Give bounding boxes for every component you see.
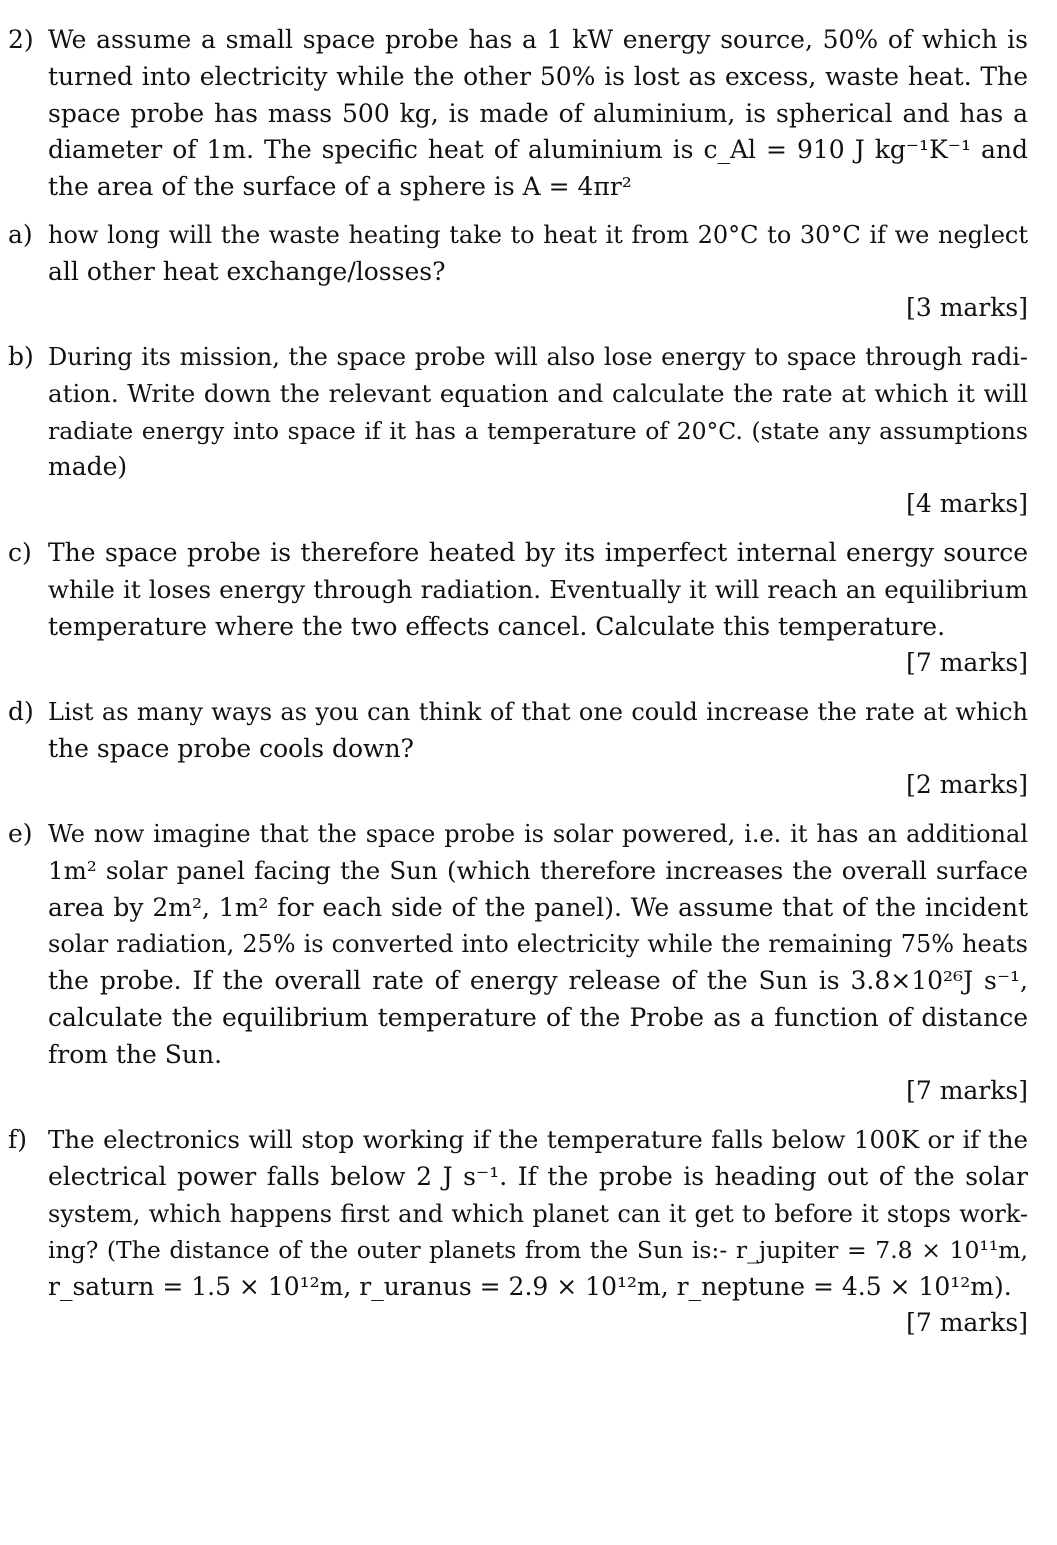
intro-line: diameter of 1m. The specific heat of aluminium is c_Al = 910 J kg⁻¹K⁻¹ and	[48, 135, 1028, 165]
part-label: a)	[8, 220, 33, 249]
intro-line: turned into electricity while the other 50% is lost as excess, waste heat. The	[48, 61, 1028, 91]
part-line: r_saturn = 1.5 × 10¹²m, r_uranus = 2.9 × 10¹²m, r_neptune = 4.5 × 10¹²m).	[48, 1272, 1012, 1302]
intro-line: the area of the surface of a sphere is A = 4πr²	[48, 172, 632, 202]
part-line: calculate the equilibrium temperature of the Probe as a function of distance	[48, 1002, 1028, 1032]
part-line: temperature where the two effects cancel. Calculate this temperature.	[48, 611, 946, 641]
part-line: 1m² solar panel facing the Sun (which therefore increases the overall surface	[48, 855, 1028, 885]
part-text	[48, 694, 1028, 768]
part-text	[48, 535, 1028, 645]
part-line: how long will the waste heating take to heat it from 20°C to 30°C if we neglect	[48, 221, 1028, 249]
question-intro-text	[48, 22, 1028, 206]
part-line: while it loses energy through radiation. Eventually it will reach an equilibrium	[48, 574, 1028, 604]
part-label: e)	[8, 819, 33, 848]
intro-line: We assume a small space probe has a 1 kW energy source, 50% of which is	[48, 25, 1028, 54]
part-line: radiate energy into space if it has a temperature of 20°C. (state any assumptions	[48, 416, 1028, 445]
part-label: b)	[8, 342, 34, 371]
marks-label: [4 marks]	[906, 489, 1028, 518]
marks-label: [2 marks]	[906, 770, 1028, 799]
part-line: electrical power falls below 2 J s⁻¹. If the probe is heading out of the solar	[48, 1161, 1028, 1191]
part-line: We now imagine that the space probe is solar powered, i.e. it has an additional	[48, 820, 1028, 848]
part-line: List as many ways as you can think of that one could increase the rate at which	[48, 698, 1028, 726]
marks-label: [3 marks]	[906, 293, 1028, 322]
part-line: The electronics will stop working if the temperature falls below 100K or if the	[48, 1125, 1028, 1154]
part-text	[48, 217, 1028, 291]
part-text	[48, 1122, 1028, 1306]
part-label: c)	[8, 538, 32, 567]
marks-label: [7 marks]	[906, 1308, 1028, 1337]
part-line: all other heat exchange/losses?	[48, 256, 446, 286]
part-line: ation. Write down the relevant equation and calculate the rate at which it will	[48, 378, 1028, 408]
part-line: the probe. If the overall rate of energy release of the Sun is 3.8×10²⁶J s⁻¹,	[48, 966, 1028, 996]
part-line: During its mission, the space probe will also lose energy to space through radi-	[48, 343, 1028, 371]
part-line: system, which happens first and which planet can it get to before it stops work-	[48, 1199, 1028, 1228]
part-label: d)	[8, 697, 34, 726]
marks-label: [7 marks]	[906, 648, 1028, 677]
part-label: f)	[8, 1125, 28, 1154]
part-text	[48, 339, 1028, 486]
intro-line: space probe has mass 500 kg, is made of aluminium, is spherical and has a	[48, 98, 1028, 128]
part-line: from the Sun.	[48, 1039, 223, 1069]
marks-label: [7 marks]	[906, 1076, 1028, 1105]
part-text	[48, 816, 1028, 1074]
part-line: made)	[48, 452, 128, 482]
part-line: The space probe is therefore heated by its imperfect internal energy source	[48, 538, 1028, 567]
question-number: 2)	[8, 25, 34, 54]
part-line: area by 2m², 1m² for each side of the panel). We assume that of the incident	[48, 892, 1028, 922]
part-line: solar radiation, 25% is converted into electricity while the remaining 75% heats	[48, 930, 1028, 959]
part-line: ing? (The distance of the outer planets from the Sun is:- r_jupiter = 7.8 × 10¹¹m,	[48, 1236, 1028, 1265]
part-line: the space probe cools down?	[48, 733, 414, 763]
